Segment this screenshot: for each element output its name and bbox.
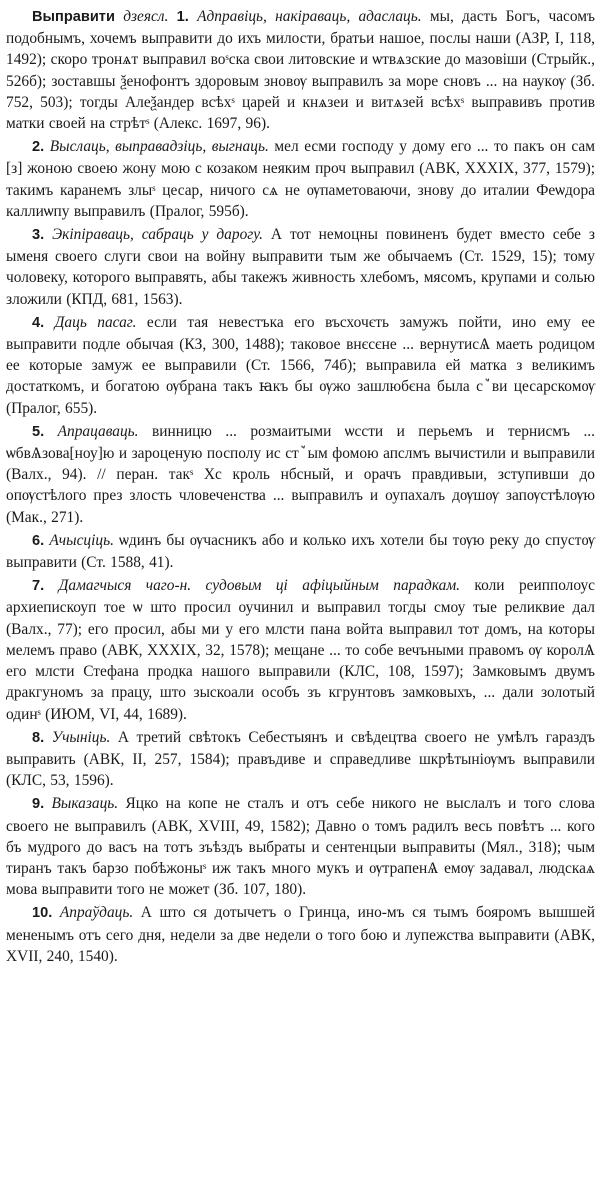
sense-gloss: Учыніць.	[51, 728, 111, 746]
sense-citations: винницю ... розмаитыми ѡссти и перьемъ и тернисмъ ... ѡбвѦзова[ноу]ю и зароценую посполу ис стꙿым фомою апслмъ вычистили и выправили (Валх., 94). // перан. такˢ Хс кроль нбсный, и орачъ правдивыи, зступивши до опѹстѣлого през злость чловеченства ... выправилъ и оупахалъ дѹшѹ запѹстѣлѹю (Мак., 271).	[6, 422, 595, 526]
sense-gloss: Выказаць.	[51, 795, 119, 813]
sense-citations: мел есми господу у дому его ... то пакъ он сам [з] жоною своею жону мою с козаком неяким проч выправил (АВК, XXXIX, 377, 1579); такимъ каранемъ злыˢ цесар, ничого сѧ не ѹпаметоваючи, знову до италии Феѡдора каллиѡпу выправилъ (Пралог, 595б).	[6, 138, 595, 220]
headword: Выправити	[32, 9, 115, 25]
sense-number: 9.	[32, 796, 45, 813]
sense-gloss: Апрацаваць.	[57, 422, 139, 440]
sense-3	[6, 224, 595, 310]
sense-citations: Яцко на копе не сталъ и отъ себе никого не выслалъ и того слова своего не выправилъ (АВК, XVIII, 49, 1582); Давно о томъ радилъ весь повѣтъ ... кого бъ мудрого до васъ на тотъ зъѣздъ выбраты и сентенцыи выправиты (Мял., 318); чым тиранъ такъ барзо побѣжоныˢ иж такъ много мукъ и ѹтрапенѦ емѹ задавал, людскаѧ мова выправити того не может (Зб. 107, 180).	[6, 795, 595, 899]
sense-gloss: Адправіць, накіраваць, адаслаць.	[197, 8, 422, 25]
sense-number: 1.	[176, 9, 189, 25]
sense-citations: ѡдинъ бы ѹчасникъ або и колько ихъ хотели бы тѹю реку до спустѹ выправити (Ст. 1588, 41).	[6, 531, 595, 572]
sense-6	[6, 530, 595, 573]
sense-2	[6, 136, 595, 222]
sense-citations: мы, дасть Богъ, часомъ подобнымъ, хочемъ выправити до ихъ милости, братьи нашое, послы наши (АЗР, I, 118, 1492); скоро тронѧт выправил воˢска свои литовские и ѡтвѧзские до мазовіши (Стрыйк., 526б); зоставшы ѯенофонтъ здоровым зновѹ выправилъ за море сновъ ... на наукѹ (Зб. 752, 503); тогды Алеѯандер всѣхˢ царей и кнѧзеи и витѧзей всѣхˢ выправивъ против матки своей на стрѣтˢ (Алекс. 1697, 96).	[6, 8, 595, 133]
sense-gloss: Экіпіраваць, сабраць у дарогу.	[52, 226, 263, 244]
sense-5	[6, 421, 595, 528]
sense-1	[6, 6, 595, 134]
sense-number: 7.	[32, 578, 45, 595]
sense-number: 5.	[32, 423, 45, 440]
sense-7	[6, 575, 595, 724]
sense-9	[6, 793, 595, 900]
sense-citations: А третий свѣтокъ Себестыянъ и свѣдецтва своего не умѣлъ гараздъ выправить (АВК, II, 257, 1584); правъдиве и справедливе шкрѣтынiѹмъ выправили (КЛС, 53, 1596).	[6, 728, 595, 790]
sense-number: 6.	[32, 532, 45, 549]
sense-gloss: Дамагчыся чаго-н. судовым ці афіцыйным парадкам.	[58, 577, 461, 595]
sense-citations: если тая невестъка его въсхочєть замужъ пойти, ино ему ее выправити подле обычая (КЗ, 300, 1488); таковое внєсєне ... вернутисѦ маеть родицом ее которые замуж ее выправили (Ст. 1566, 74б); выправила ей матка з великимъ достаткомъ, и богатою ѹбрана такъ ꙗкъ бы ѹжо зашлюбєна была сꙿви цесарскомѹ (Пралог, 655).	[6, 313, 595, 417]
sense-number: 10.	[32, 905, 53, 922]
sense-number: 3.	[32, 227, 45, 244]
sense-number: 2.	[32, 139, 45, 156]
sense-gloss: Ачысціць.	[49, 531, 114, 549]
sense-10	[6, 902, 595, 967]
grammar-label: дзеясл.	[123, 8, 169, 25]
sense-number: 4.	[32, 314, 45, 331]
sense-4	[6, 312, 595, 419]
sense-citations: А тот немоцны повиненъ будет вместо себе з ыменя своего слуги свои на войну выправити тым же обычаемъ (Ст. 1529, 15); тому чоловеку, которого выправять, абы такежъ живность хлебомъ, мясомъ, крупами и солью зложили (КПД, 681, 1563).	[6, 226, 596, 308]
sense-citations: коли реипполоус архиепискоуп тое ѡ што просил оучинил и выправил тогды смоу тые реликвие дал (Валх., 77); его просил, абы ми у его млсти пана войта выправил тот домъ, на которы мелемъ право (АВК, XXXIX, 32, 1578); мещане ... то собе вечъными правомъ ѹ королѦ его млсти Стефана продка нашого выправили (КЛС, 108, 1597); Замковымъ двумъ дракгуномъ за працу, што зыскоали особъ зъ кгрунтовъ замковыхъ, ... дали золотый одинˢ (ИЮМ, VI, 44, 1689).	[6, 577, 595, 723]
sense-gloss: Даць пасаг.	[54, 313, 137, 331]
sense-gloss: Апраўдаць.	[59, 904, 134, 922]
sense-8	[6, 727, 595, 792]
sense-number: 8.	[32, 729, 45, 746]
sense-gloss: Выслаць, выправадзіць, выгнаць.	[49, 138, 269, 156]
sense-citations: А што ся дотычетъ о Гринца, ино-мъ ся тымъ бояромъ вышшей мененымъ отъ сего дня, недели за две недели о того бою и лупежства выправити (АВК, XVII, 240, 1540).	[6, 904, 595, 965]
